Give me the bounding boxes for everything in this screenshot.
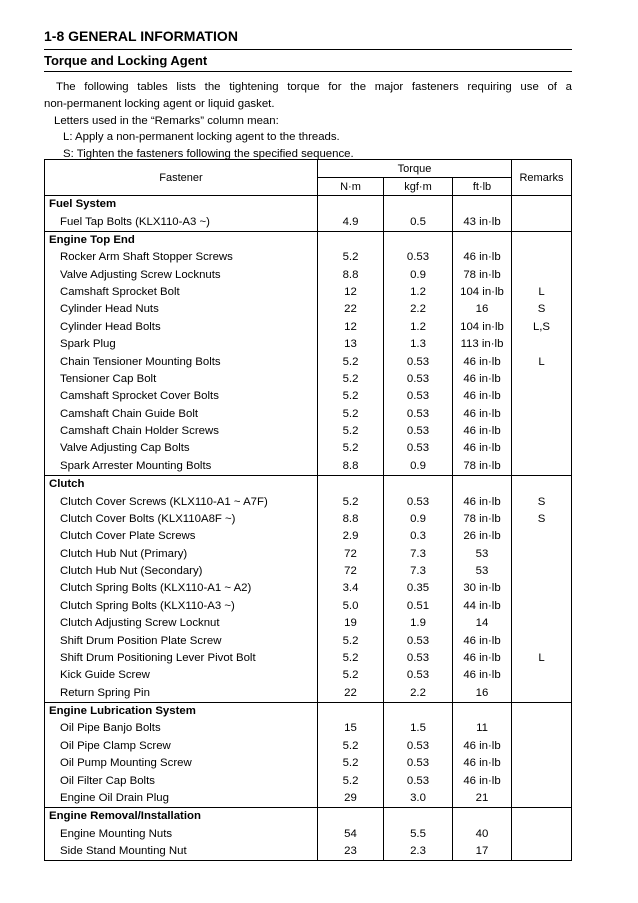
nm-cell: 72 <box>318 563 384 580</box>
remarks-cell <box>512 371 572 388</box>
section-rule <box>44 71 572 72</box>
remarks-cell <box>512 267 572 284</box>
nm-cell: 3.4 <box>318 580 384 597</box>
nm-cell: 5.2 <box>318 650 384 667</box>
table-row <box>45 826 572 843</box>
section-name: Fuel System <box>45 196 318 214</box>
ftlb-cell: 30 in·lb <box>453 580 512 597</box>
nm-cell: 5.2 <box>318 353 384 370</box>
nm-cell: 29 <box>318 790 384 808</box>
fastener-cell: Oil Pipe Banjo Bolts <box>45 720 318 737</box>
remarks-cell <box>512 790 572 808</box>
table-row <box>45 580 572 597</box>
kgfm-cell: 5.5 <box>384 826 453 843</box>
nm-cell: 22 <box>318 301 384 318</box>
nm-cell: 12 <box>318 319 384 336</box>
nm-cell: 8.8 <box>318 458 384 476</box>
nm-cell <box>318 231 384 249</box>
kgfm-cell <box>384 808 453 826</box>
kgfm-cell: 0.53 <box>384 650 453 667</box>
nm-cell: 5.2 <box>318 772 384 789</box>
intro-line: non-permanent locking agent or liquid gasket. <box>44 97 275 110</box>
section-name: Clutch <box>45 476 318 494</box>
table-row <box>45 319 572 336</box>
remarks-cell: L <box>512 353 572 370</box>
ftlb-cell <box>453 196 512 214</box>
fastener-cell: Fuel Tap Bolts (KLX110-A3 ~) <box>45 213 318 231</box>
remarks-cell: L,S <box>512 319 572 336</box>
fastener-cell: Oil Pump Mounting Screw <box>45 755 318 772</box>
ftlb-cell <box>453 231 512 249</box>
remarks-cell: S <box>512 301 572 318</box>
intro-line: Letters used in the “Remarks” column mean: <box>54 114 279 127</box>
table-row <box>45 598 572 615</box>
ftlb-cell: 16 <box>453 301 512 318</box>
nm-cell <box>318 476 384 494</box>
remarks-cell <box>512 843 572 861</box>
fastener-cell: Kick Guide Screw <box>45 667 318 684</box>
kgfm-cell: 0.53 <box>384 406 453 423</box>
fastener-cell: Cylinder Head Bolts <box>45 319 318 336</box>
kgfm-cell <box>384 476 453 494</box>
ftlb-cell: 104 in·lb <box>453 319 512 336</box>
ftlb-cell: 53 <box>453 546 512 563</box>
nm-cell: 8.8 <box>318 511 384 528</box>
table-row <box>45 772 572 789</box>
kgfm-header: kgf·m <box>384 178 453 196</box>
nm-cell: 15 <box>318 720 384 737</box>
table-row <box>45 528 572 545</box>
table-row <box>45 440 572 457</box>
nm-cell <box>318 196 384 214</box>
remarks-cell <box>512 249 572 266</box>
nm-cell: 13 <box>318 336 384 353</box>
section-row <box>45 196 572 214</box>
remarks-cell <box>512 196 572 214</box>
section-name: Engine Lubrication System <box>45 702 318 720</box>
fastener-cell: Clutch Hub Nut (Primary) <box>45 546 318 563</box>
kgfm-cell: 0.53 <box>384 632 453 649</box>
fastener-cell: Side Stand Mounting Nut <box>45 843 318 861</box>
remark-s-definition: S: Tighten the fasteners following the specified sequence. <box>63 148 354 161</box>
table-row <box>45 511 572 528</box>
nm-cell: 54 <box>318 826 384 843</box>
table-row <box>45 336 572 353</box>
nm-cell: 72 <box>318 546 384 563</box>
table-row <box>45 755 572 772</box>
table-row <box>45 493 572 510</box>
remarks-cell <box>512 440 572 457</box>
ftlb-cell: 78 in·lb <box>453 267 512 284</box>
remarks-cell <box>512 231 572 249</box>
nm-cell <box>318 808 384 826</box>
nm-cell: 22 <box>318 685 384 703</box>
kgfm-cell: 0.51 <box>384 598 453 615</box>
nm-cell: 5.2 <box>318 738 384 755</box>
kgfm-cell: 0.9 <box>384 458 453 476</box>
fastener-header: Fastener <box>45 160 318 196</box>
ftlb-cell: 16 <box>453 685 512 703</box>
ftlb-cell <box>453 808 512 826</box>
kgfm-cell: 0.9 <box>384 267 453 284</box>
kgfm-cell: 0.3 <box>384 528 453 545</box>
table-row <box>45 458 572 476</box>
table-row <box>45 546 572 563</box>
ftlb-cell: 46 in·lb <box>453 371 512 388</box>
kgfm-cell: 0.53 <box>384 440 453 457</box>
table-row <box>45 738 572 755</box>
remarks-cell <box>512 546 572 563</box>
remarks-cell: L <box>512 284 572 301</box>
remarks-cell <box>512 528 572 545</box>
table-row <box>45 371 572 388</box>
table-row <box>45 249 572 266</box>
remarks-cell <box>512 423 572 440</box>
remarks-cell <box>512 702 572 720</box>
ftlb-cell: 46 in·lb <box>453 772 512 789</box>
table-row <box>45 284 572 301</box>
fastener-cell: Clutch Spring Bolts (KLX110-A3 ~) <box>45 598 318 615</box>
table-row <box>45 667 572 684</box>
fastener-cell: Engine Mounting Nuts <box>45 826 318 843</box>
kgfm-cell: 0.53 <box>384 249 453 266</box>
ftlb-cell: 40 <box>453 826 512 843</box>
fastener-cell: Clutch Spring Bolts (KLX110-A1 ~ A2) <box>45 580 318 597</box>
fastener-cell: Clutch Cover Screws (KLX110-A1 ~ A7F) <box>45 493 318 510</box>
torque-header: Torque <box>318 160 512 178</box>
remarks-cell <box>512 667 572 684</box>
kgfm-cell <box>384 196 453 214</box>
remarks-cell <box>512 632 572 649</box>
ftlb-cell: 46 in·lb <box>453 667 512 684</box>
nm-cell: 5.2 <box>318 423 384 440</box>
nm-cell: 5.2 <box>318 371 384 388</box>
remarks-cell <box>512 213 572 231</box>
kgfm-cell: 2.2 <box>384 301 453 318</box>
ftlb-cell: 46 in·lb <box>453 650 512 667</box>
nm-cell: 2.9 <box>318 528 384 545</box>
remarks-cell <box>512 458 572 476</box>
ftlb-cell: 46 in·lb <box>453 755 512 772</box>
remarks-cell: S <box>512 511 572 528</box>
fastener-cell: Camshaft Sprocket Cover Bolts <box>45 388 318 405</box>
fastener-cell: Shift Drum Positioning Lever Pivot Bolt <box>45 650 318 667</box>
kgfm-cell: 1.3 <box>384 336 453 353</box>
table-row <box>45 213 572 231</box>
ftlb-cell: 43 in·lb <box>453 213 512 231</box>
remarks-cell: S <box>512 493 572 510</box>
ftlb-cell: 14 <box>453 615 512 632</box>
nm-cell: 5.2 <box>318 249 384 266</box>
table-row <box>45 790 572 808</box>
table-row <box>45 615 572 632</box>
table-row <box>45 685 572 703</box>
section-title: Torque and Locking Agent <box>44 53 208 68</box>
fastener-cell: Shift Drum Position Plate Screw <box>45 632 318 649</box>
kgfm-cell: 1.5 <box>384 720 453 737</box>
table-row <box>45 720 572 737</box>
nm-cell <box>318 702 384 720</box>
kgfm-cell: 0.9 <box>384 511 453 528</box>
nm-cell: 12 <box>318 284 384 301</box>
remarks-cell <box>512 476 572 494</box>
ftlb-cell: 11 <box>453 720 512 737</box>
kgfm-cell: 0.53 <box>384 353 453 370</box>
fastener-cell: Valve Adjusting Cap Bolts <box>45 440 318 457</box>
fastener-cell: Tensioner Cap Bolt <box>45 371 318 388</box>
table-row <box>45 632 572 649</box>
remarks-cell <box>512 336 572 353</box>
remarks-cell <box>512 738 572 755</box>
nm-cell: 4.9 <box>318 213 384 231</box>
fastener-cell: Spark Plug <box>45 336 318 353</box>
ftlb-cell: 46 in·lb <box>453 423 512 440</box>
remarks-cell <box>512 772 572 789</box>
fastener-cell: Clutch Hub Nut (Secondary) <box>45 563 318 580</box>
fastener-cell: Clutch Cover Plate Screws <box>45 528 318 545</box>
table-row <box>45 563 572 580</box>
remarks-cell: L <box>512 650 572 667</box>
section-row <box>45 231 572 249</box>
remarks-cell <box>512 755 572 772</box>
section-name: Engine Top End <box>45 231 318 249</box>
remarks-cell <box>512 406 572 423</box>
kgfm-cell: 0.53 <box>384 667 453 684</box>
fastener-cell: Camshaft Chain Holder Screws <box>45 423 318 440</box>
table-row <box>45 301 572 318</box>
nm-cell: 5.2 <box>318 667 384 684</box>
fastener-cell: Camshaft Sprocket Bolt <box>45 284 318 301</box>
ftlb-cell: 113 in·lb <box>453 336 512 353</box>
fastener-cell: Chain Tensioner Mounting Bolts <box>45 353 318 370</box>
kgfm-cell: 0.53 <box>384 493 453 510</box>
table-body <box>45 196 572 861</box>
fastener-cell: Spark Arrester Mounting Bolts <box>45 458 318 476</box>
fastener-cell: Cylinder Head Nuts <box>45 301 318 318</box>
kgfm-cell: 7.3 <box>384 546 453 563</box>
nm-cell: 5.2 <box>318 632 384 649</box>
remarks-cell <box>512 685 572 703</box>
ftlb-cell: 46 in·lb <box>453 632 512 649</box>
fastener-cell: Oil Filter Cap Bolts <box>45 772 318 789</box>
intro-line: The following tables lists the tightening torque for the major fasteners requiring use of a <box>56 81 572 93</box>
table-row <box>45 267 572 284</box>
nm-cell: 5.0 <box>318 598 384 615</box>
fastener-cell: Rocker Arm Shaft Stopper Screws <box>45 249 318 266</box>
fastener-cell: Camshaft Chain Guide Bolt <box>45 406 318 423</box>
fastener-cell: Clutch Adjusting Screw Locknut <box>45 615 318 632</box>
nm-cell: 23 <box>318 843 384 861</box>
fastener-cell: Return Spring Pin <box>45 685 318 703</box>
section-row <box>45 476 572 494</box>
fastener-cell: Engine Oil Drain Plug <box>45 790 318 808</box>
ftlb-cell: 26 in·lb <box>453 528 512 545</box>
intro-text <box>44 79 572 163</box>
kgfm-cell: 3.0 <box>384 790 453 808</box>
section-name: Engine Removal/Installation <box>45 808 318 826</box>
ftlb-cell: 46 in·lb <box>453 493 512 510</box>
remark-l-definition: L: Apply a non-permanent locking agent to the threads. <box>63 131 340 144</box>
nm-cell: 5.2 <box>318 440 384 457</box>
ftlb-header: ft·lb <box>453 178 512 196</box>
ftlb-cell: 44 in·lb <box>453 598 512 615</box>
kgfm-cell: 0.53 <box>384 738 453 755</box>
table-row <box>45 406 572 423</box>
fastener-cell: Valve Adjusting Screw Locknuts <box>45 267 318 284</box>
fastener-cell: Oil Pipe Clamp Screw <box>45 738 318 755</box>
table-row <box>45 843 572 861</box>
nm-cell: 5.2 <box>318 388 384 405</box>
remarks-cell <box>512 598 572 615</box>
remarks-cell <box>512 580 572 597</box>
nm-cell: 5.2 <box>318 755 384 772</box>
kgfm-cell <box>384 231 453 249</box>
kgfm-cell: 0.35 <box>384 580 453 597</box>
kgfm-cell: 1.2 <box>384 319 453 336</box>
ftlb-cell: 21 <box>453 790 512 808</box>
kgfm-cell: 0.53 <box>384 755 453 772</box>
remarks-cell <box>512 563 572 580</box>
table-row <box>45 388 572 405</box>
kgfm-cell <box>384 702 453 720</box>
ftlb-cell: 78 in·lb <box>453 458 512 476</box>
kgfm-cell: 2.3 <box>384 843 453 861</box>
table-row <box>45 423 572 440</box>
ftlb-cell <box>453 702 512 720</box>
ftlb-cell: 46 in·lb <box>453 738 512 755</box>
kgfm-cell: 0.53 <box>384 388 453 405</box>
kgfm-cell: 1.9 <box>384 615 453 632</box>
kgfm-cell: 2.2 <box>384 685 453 703</box>
nm-cell: 8.8 <box>318 267 384 284</box>
remarks-cell <box>512 388 572 405</box>
ftlb-cell: 46 in·lb <box>453 353 512 370</box>
nm-cell: 5.2 <box>318 493 384 510</box>
remarks-cell <box>512 615 572 632</box>
ftlb-cell: 78 in·lb <box>453 511 512 528</box>
kgfm-cell: 1.2 <box>384 284 453 301</box>
ftlb-cell: 104 in·lb <box>453 284 512 301</box>
table-row <box>45 353 572 370</box>
remarks-header: Remarks <box>512 160 572 196</box>
remarks-cell <box>512 720 572 737</box>
header-rule <box>44 49 572 50</box>
section-row <box>45 702 572 720</box>
ftlb-cell: 46 in·lb <box>453 406 512 423</box>
fastener-cell: Clutch Cover Bolts (KLX110A8F ~) <box>45 511 318 528</box>
ftlb-cell: 17 <box>453 843 512 861</box>
kgfm-cell: 0.53 <box>384 423 453 440</box>
kgfm-cell: 7.3 <box>384 563 453 580</box>
ftlb-cell: 46 in·lb <box>453 388 512 405</box>
nm-cell: 5.2 <box>318 406 384 423</box>
ftlb-cell: 53 <box>453 563 512 580</box>
torque-table <box>44 159 572 861</box>
remarks-cell <box>512 808 572 826</box>
kgfm-cell: 0.53 <box>384 772 453 789</box>
remarks-cell <box>512 826 572 843</box>
ftlb-cell: 46 in·lb <box>453 249 512 266</box>
kgfm-cell: 0.53 <box>384 371 453 388</box>
ftlb-cell <box>453 476 512 494</box>
kgfm-cell: 0.5 <box>384 213 453 231</box>
nm-cell: 19 <box>318 615 384 632</box>
table-row <box>45 650 572 667</box>
page-header: 1-8 GENERAL INFORMATION <box>44 28 238 44</box>
nm-header: N·m <box>318 178 384 196</box>
section-row <box>45 808 572 826</box>
ftlb-cell: 46 in·lb <box>453 440 512 457</box>
